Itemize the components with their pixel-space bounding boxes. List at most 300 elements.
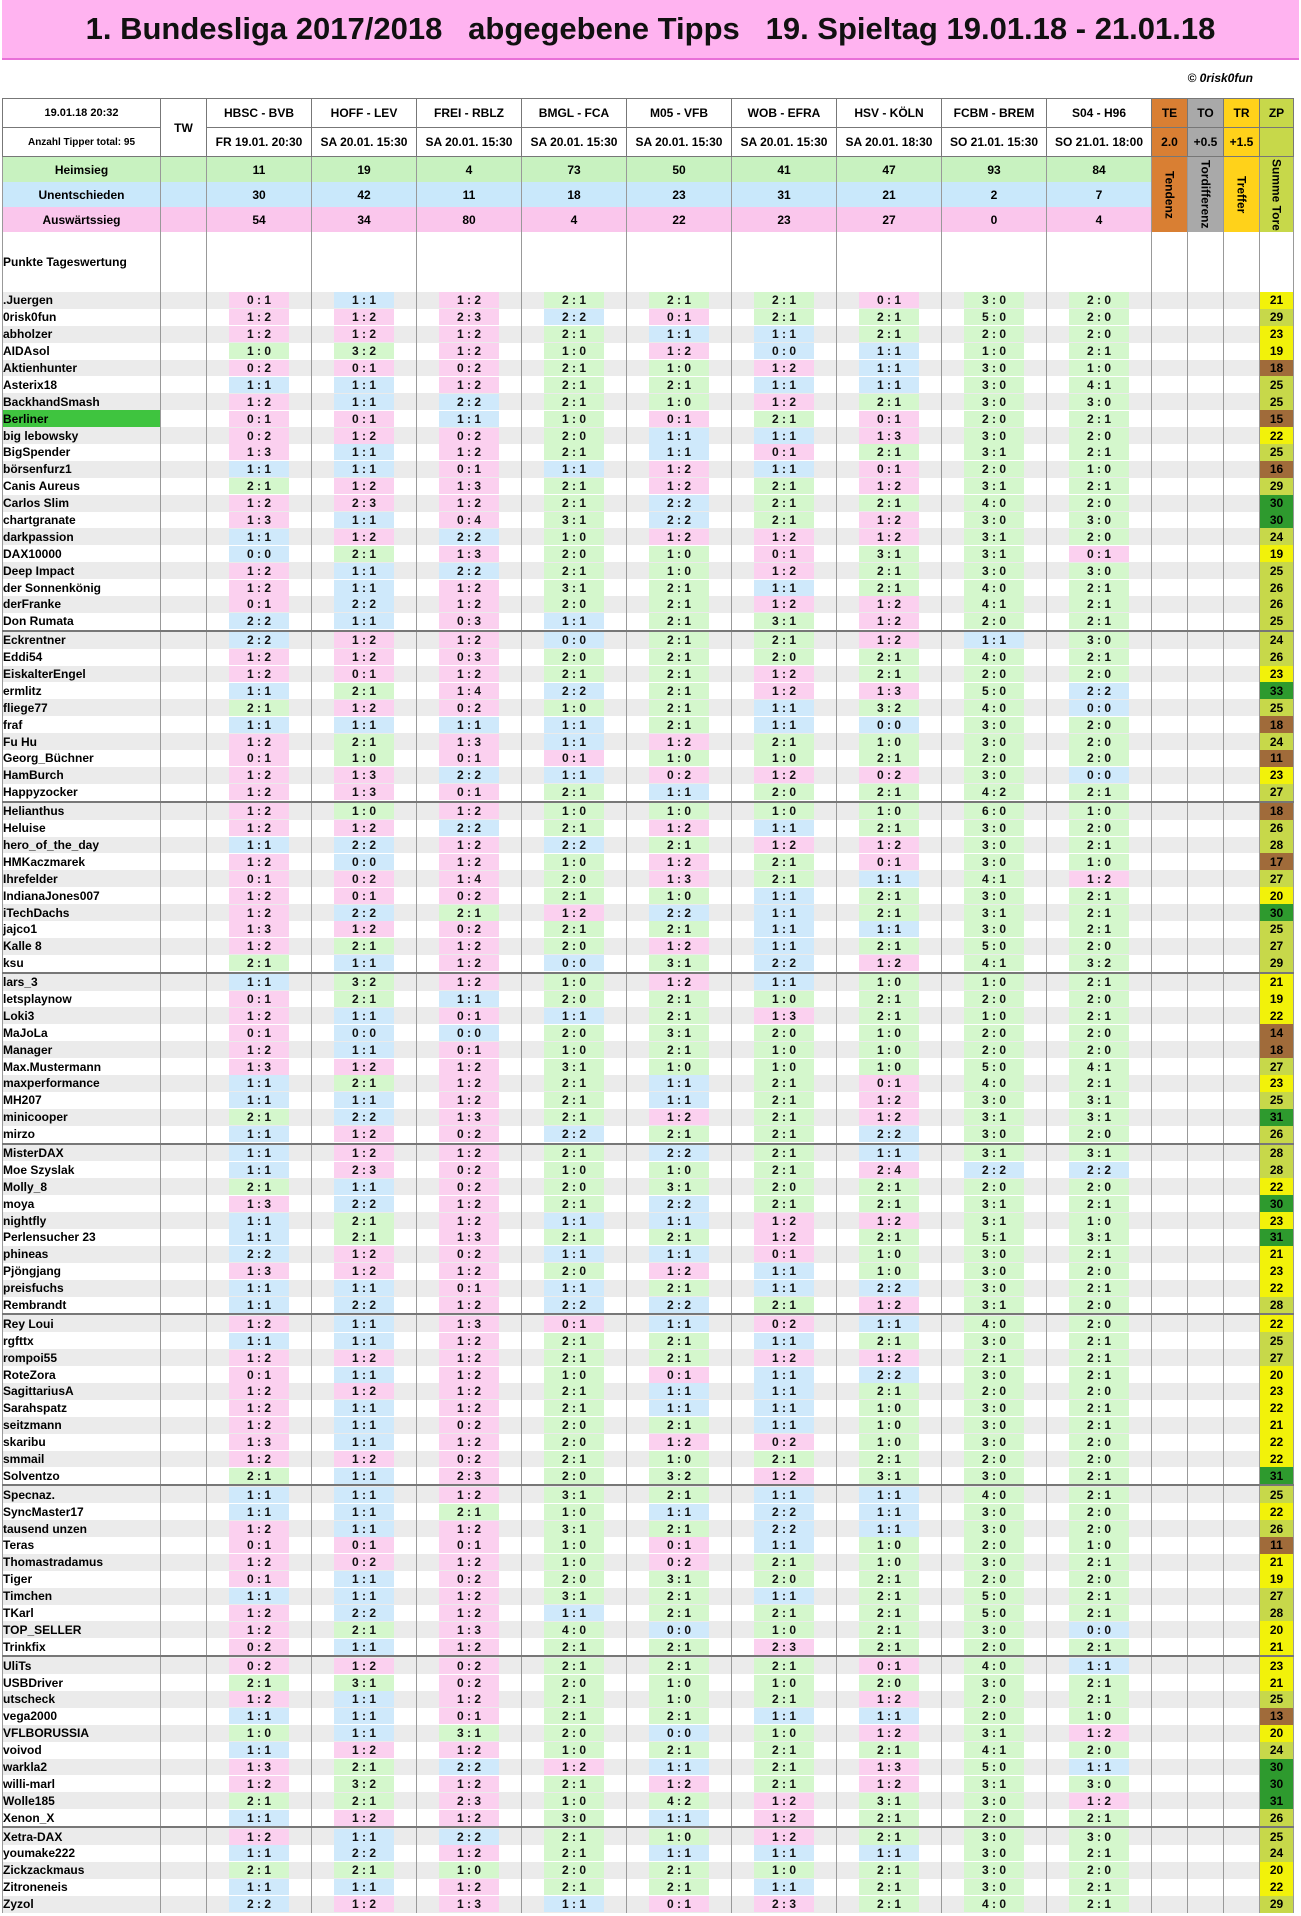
to-cell xyxy=(1188,410,1224,427)
tip-value: 1 : 1 xyxy=(754,1383,814,1399)
tip-value: 0 : 1 xyxy=(649,1367,709,1383)
tip-value: 0 : 1 xyxy=(334,888,394,904)
player-name: willi-marl xyxy=(3,1775,161,1792)
to-cell xyxy=(1188,1503,1224,1520)
tw-cell xyxy=(161,1467,207,1485)
tip-value: 1 : 1 xyxy=(754,326,814,342)
tip-cell xyxy=(627,1845,732,1862)
tip-cell xyxy=(1047,649,1152,666)
tw-cell xyxy=(161,1383,207,1400)
tr-cell xyxy=(1224,292,1260,309)
tip-cell xyxy=(522,495,627,512)
tip-cell xyxy=(1047,1879,1152,1896)
zp-value: 21 xyxy=(1260,1246,1294,1263)
tip-cell xyxy=(312,528,417,545)
tip-value: 0 : 1 xyxy=(439,1042,499,1058)
tip-cell xyxy=(1047,1896,1152,1913)
tip-cell xyxy=(417,343,522,360)
tr-cell xyxy=(1224,870,1260,887)
tip-value: 2 : 1 xyxy=(1069,478,1129,494)
tip-cell xyxy=(1047,1759,1152,1776)
tip-value: 1 : 2 xyxy=(439,1383,499,1399)
tip-cell xyxy=(837,1827,942,1845)
tip-cell xyxy=(312,853,417,870)
tip-cell xyxy=(312,733,417,750)
tip-value: 0 : 0 xyxy=(1069,1622,1129,1638)
tip-cell xyxy=(732,478,837,495)
player-name: UliTs xyxy=(3,1656,161,1674)
tip-cell xyxy=(732,1417,837,1434)
tip-cell xyxy=(837,1467,942,1485)
tip-value: 3 : 1 xyxy=(964,478,1024,494)
tip-cell xyxy=(522,1588,627,1605)
tip-value: 2 : 0 xyxy=(1069,938,1129,954)
match-header: HSV - KÖLN xyxy=(837,99,942,128)
tip-cell xyxy=(207,1827,312,1845)
tip-value: 3 : 0 xyxy=(964,1793,1024,1809)
tip-cell xyxy=(627,887,732,904)
tip-value: 2 : 1 xyxy=(1069,1487,1129,1503)
tw-cell xyxy=(161,716,207,733)
tip-value: 0 : 1 xyxy=(334,1537,394,1553)
tip-cell xyxy=(417,887,522,904)
tip-value: 1 : 3 xyxy=(229,512,289,528)
tip-value: 0 : 1 xyxy=(859,1075,919,1091)
tip-value: 3 : 1 xyxy=(964,1297,1024,1313)
tip-cell xyxy=(522,1366,627,1383)
tip-cell xyxy=(417,1775,522,1792)
tr-cell xyxy=(1224,1845,1260,1862)
vote-count: 18 xyxy=(522,182,627,207)
tip-cell xyxy=(1047,1554,1152,1571)
tr-cell xyxy=(1224,1024,1260,1041)
tip-cell xyxy=(627,1144,732,1162)
zp-value: 25 xyxy=(1260,1092,1294,1109)
tip-value: 1 : 1 xyxy=(229,1742,289,1758)
tip-value: 1 : 0 xyxy=(334,750,394,766)
tip-value: 1 : 0 xyxy=(544,803,604,819)
tip-value: 2 : 1 xyxy=(1069,1896,1129,1912)
tr-cell xyxy=(1224,649,1260,666)
tip-value: 1 : 2 xyxy=(439,1075,499,1091)
tip-cell xyxy=(312,292,417,309)
to-cell xyxy=(1188,1332,1224,1349)
player-row xyxy=(3,1178,1294,1195)
tip-value: 1 : 1 xyxy=(1069,1658,1129,1674)
tip-cell xyxy=(417,1845,522,1862)
tip-cell xyxy=(1047,1041,1152,1058)
te-cell xyxy=(1152,410,1188,427)
tip-value: 1 : 1 xyxy=(334,580,394,596)
tip-cell xyxy=(942,1759,1047,1776)
te-cell xyxy=(1152,1896,1188,1913)
tipper-total: Anzahl Tipper total: 95 xyxy=(3,128,161,157)
tip-value: 1 : 2 xyxy=(754,596,814,612)
tip-value: 1 : 2 xyxy=(439,1092,499,1108)
tip-cell xyxy=(1047,1297,1152,1315)
player-row xyxy=(3,887,1294,904)
tip-value: 3 : 1 xyxy=(859,1468,919,1484)
tip-value: 1 : 0 xyxy=(754,1622,814,1638)
tip-cell xyxy=(417,393,522,410)
tip-value: 1 : 2 xyxy=(754,1468,814,1484)
tip-cell xyxy=(312,461,417,478)
player-row xyxy=(3,921,1294,938)
tip-cell xyxy=(627,904,732,921)
tip-cell xyxy=(312,1246,417,1263)
player-name: börsenfurz1 xyxy=(3,461,161,478)
tip-cell xyxy=(207,613,312,631)
to-cell xyxy=(1188,938,1224,955)
tip-cell xyxy=(942,699,1047,716)
tip-cell xyxy=(942,1229,1047,1246)
tip-value: 2 : 2 xyxy=(439,820,499,836)
player-row xyxy=(3,495,1294,512)
te-cell xyxy=(1152,562,1188,579)
tr-cell xyxy=(1224,1212,1260,1229)
player-name: VFLBORUSSIA xyxy=(3,1725,161,1742)
tip-cell xyxy=(522,1862,627,1879)
tr-cell xyxy=(1224,1041,1260,1058)
tip-value: 1 : 2 xyxy=(439,1554,499,1570)
to-cell xyxy=(1188,613,1224,631)
tip-cell xyxy=(837,870,942,887)
punkte-row xyxy=(3,232,1294,292)
tip-value: 2 : 0 xyxy=(964,1810,1024,1826)
player-row xyxy=(3,682,1294,699)
tip-cell xyxy=(207,1638,312,1656)
tip-cell xyxy=(522,1417,627,1434)
tip-value: 2 : 1 xyxy=(229,1793,289,1809)
tip-cell xyxy=(627,666,732,683)
player-name: Berliner xyxy=(3,410,161,427)
tr-cell xyxy=(1224,1383,1260,1400)
tip-value: 1 : 2 xyxy=(334,309,394,325)
tip-value: 3 : 0 xyxy=(964,1554,1024,1570)
match-time: SA 20.01. 15:30 xyxy=(312,128,417,157)
tip-value: 2 : 0 xyxy=(754,784,814,800)
tip-cell xyxy=(627,853,732,870)
tip-cell xyxy=(207,393,312,410)
player-row xyxy=(3,1349,1294,1366)
tip-value: 3 : 2 xyxy=(334,1776,394,1792)
player-row xyxy=(3,1126,1294,1144)
tw-cell xyxy=(161,784,207,802)
to-cell xyxy=(1188,528,1224,545)
tip-cell xyxy=(312,1366,417,1383)
tip-value: 1 : 2 xyxy=(649,1109,709,1125)
player-name: voivod xyxy=(3,1742,161,1759)
tip-cell xyxy=(732,1571,837,1588)
empty-cell xyxy=(522,232,627,292)
player-name: IndianaJones007 xyxy=(3,887,161,904)
player-name: big lebowsky xyxy=(3,427,161,444)
zp-value: 16 xyxy=(1260,461,1294,478)
tip-value: 1 : 1 xyxy=(754,1845,814,1861)
tip-value: 1 : 0 xyxy=(859,734,919,750)
zp-value: 25 xyxy=(1260,1827,1294,1845)
tip-cell xyxy=(522,461,627,478)
tip-value: 1 : 2 xyxy=(859,1725,919,1741)
to-cell xyxy=(1188,820,1224,837)
tip-value: 1 : 2 xyxy=(229,649,289,665)
te-cell xyxy=(1152,870,1188,887)
tip-value: 1 : 2 xyxy=(229,1829,289,1845)
tip-cell xyxy=(207,1759,312,1776)
tip-value: 1 : 1 xyxy=(754,580,814,596)
tip-cell xyxy=(207,955,312,973)
tip-cell xyxy=(942,562,1047,579)
tip-value: 2 : 1 xyxy=(1069,411,1129,427)
tw-cell xyxy=(161,853,207,870)
tip-cell xyxy=(522,1896,627,1913)
tip-cell xyxy=(522,1007,627,1024)
zp-value: 19 xyxy=(1260,991,1294,1008)
tip-cell xyxy=(312,1383,417,1400)
tip-cell xyxy=(732,1297,837,1315)
tip-cell xyxy=(522,1212,627,1229)
zp-value: 23 xyxy=(1260,767,1294,784)
tip-cell xyxy=(312,478,417,495)
tip-value: 1 : 2 xyxy=(649,974,709,990)
tip-value: 3 : 1 xyxy=(964,1213,1024,1229)
tip-cell xyxy=(942,1349,1047,1366)
tip-cell xyxy=(312,427,417,444)
tip-value: 2 : 0 xyxy=(544,428,604,444)
tip-value: 2 : 2 xyxy=(649,1196,709,1212)
tip-value: 1 : 1 xyxy=(859,921,919,937)
tip-cell xyxy=(942,1809,1047,1827)
tip-value: 1 : 3 xyxy=(229,444,289,460)
tw-cell xyxy=(161,1161,207,1178)
tip-cell xyxy=(1047,1246,1152,1263)
tip-value: 1 : 2 xyxy=(439,666,499,682)
tip-cell xyxy=(417,1314,522,1332)
tip-cell xyxy=(837,1537,942,1554)
tip-cell xyxy=(942,1195,1047,1212)
tip-cell xyxy=(837,1879,942,1896)
player-name: utscheck xyxy=(3,1691,161,1708)
tip-cell xyxy=(627,1263,732,1280)
tip-value: 3 : 1 xyxy=(1069,1092,1129,1108)
tip-value: 1 : 1 xyxy=(859,360,919,376)
tip-cell xyxy=(312,376,417,393)
tip-value: 4 : 0 xyxy=(964,1316,1024,1332)
tip-cell xyxy=(207,1007,312,1024)
tip-cell xyxy=(732,1485,837,1503)
tr-cell xyxy=(1224,837,1260,854)
legend-to_label xyxy=(1188,157,1224,233)
tr-cell xyxy=(1224,1349,1260,1366)
tip-value: 4 : 1 xyxy=(1069,1059,1129,1075)
tip-value: 1 : 2 xyxy=(229,563,289,579)
tw-cell xyxy=(161,1554,207,1571)
player-name: Xenon_X xyxy=(3,1809,161,1827)
tip-cell xyxy=(732,1263,837,1280)
tip-value: 1 : 1 xyxy=(649,1400,709,1416)
tip-cell xyxy=(627,1007,732,1024)
tip-value: 0 : 1 xyxy=(439,784,499,800)
tip-cell xyxy=(732,1092,837,1109)
player-name: DAX10000 xyxy=(3,545,161,562)
tw-cell xyxy=(161,1263,207,1280)
tip-value: 5 : 0 xyxy=(964,938,1024,954)
player-row xyxy=(3,528,1294,545)
tip-cell xyxy=(837,596,942,613)
tip-cell xyxy=(942,1879,1047,1896)
tip-value: 2 : 1 xyxy=(1069,1008,1129,1024)
tip-cell xyxy=(942,1280,1047,1297)
tip-value: 2 : 1 xyxy=(649,1879,709,1895)
te-cell xyxy=(1152,1708,1188,1725)
te-cell xyxy=(1152,767,1188,784)
tip-value: 3 : 2 xyxy=(1069,955,1129,971)
tip-cell xyxy=(942,1383,1047,1400)
tip-value: 2 : 1 xyxy=(859,1451,919,1467)
tip-value: 2 : 1 xyxy=(859,1196,919,1212)
to-cell xyxy=(1188,343,1224,360)
tip-cell xyxy=(837,1775,942,1792)
tip-cell xyxy=(312,802,417,820)
tw-cell xyxy=(161,921,207,938)
tip-cell xyxy=(732,1708,837,1725)
to-cell xyxy=(1188,427,1224,444)
tip-value: 1 : 2 xyxy=(334,529,394,545)
tip-cell xyxy=(417,1827,522,1845)
tip-value: 1 : 2 xyxy=(229,888,289,904)
tip-cell xyxy=(627,802,732,820)
tip-cell xyxy=(417,1383,522,1400)
tip-value: 2 : 2 xyxy=(859,1280,919,1296)
tw-cell xyxy=(161,870,207,887)
tip-value: 1 : 0 xyxy=(754,750,814,766)
tip-cell xyxy=(522,938,627,955)
tip-cell xyxy=(732,1845,837,1862)
tip-value: 0 : 4 xyxy=(439,512,499,528)
tip-cell xyxy=(207,326,312,343)
tip-value: 3 : 0 xyxy=(964,734,1024,750)
tip-value: 1 : 0 xyxy=(649,563,709,579)
tip-cell xyxy=(627,1571,732,1588)
tip-cell xyxy=(942,1862,1047,1879)
tip-cell xyxy=(312,1007,417,1024)
tip-value: 0 : 2 xyxy=(439,921,499,937)
tip-value: 2 : 1 xyxy=(649,1605,709,1621)
tip-value: 2 : 0 xyxy=(1069,1571,1129,1587)
tip-cell xyxy=(942,887,1047,904)
tip-cell xyxy=(207,1212,312,1229)
tip-value: 3 : 0 xyxy=(964,767,1024,783)
player-row xyxy=(3,1520,1294,1537)
tip-value: 3 : 0 xyxy=(964,1400,1024,1416)
tip-cell xyxy=(942,512,1047,529)
tip-cell xyxy=(207,1109,312,1126)
tw-cell xyxy=(161,157,207,183)
tip-value: 1 : 2 xyxy=(334,1246,394,1262)
tip-value: 2 : 1 xyxy=(1069,1691,1129,1707)
to-cell xyxy=(1188,1708,1224,1725)
tip-value: 1 : 2 xyxy=(229,784,289,800)
tip-cell xyxy=(732,1862,837,1879)
tip-value: 1 : 1 xyxy=(859,1845,919,1861)
tip-cell xyxy=(942,1520,1047,1537)
tip-cell xyxy=(627,1862,732,1879)
tip-value: 2 : 0 xyxy=(1069,1383,1129,1399)
tip-cell xyxy=(522,1144,627,1162)
tip-cell xyxy=(417,699,522,716)
tip-value: 1 : 1 xyxy=(229,1879,289,1895)
tip-value: 1 : 2 xyxy=(439,1588,499,1604)
tip-value: 2 : 1 xyxy=(649,649,709,665)
tip-value: 0 : 2 xyxy=(334,1554,394,1570)
tip-cell xyxy=(627,562,732,579)
to-cell xyxy=(1188,1656,1224,1674)
tip-value: 1 : 2 xyxy=(439,292,499,308)
tip-value: 2 : 1 xyxy=(754,734,814,750)
tip-value: 1 : 0 xyxy=(754,991,814,1007)
to-cell xyxy=(1188,1691,1224,1708)
tip-cell xyxy=(312,699,417,716)
tip-value: 1 : 2 xyxy=(229,905,289,921)
tip-cell xyxy=(207,973,312,991)
player-row xyxy=(3,1674,1294,1691)
tw-cell xyxy=(161,631,207,649)
tip-cell xyxy=(1047,1845,1152,1862)
tip-value: 2 : 0 xyxy=(544,546,604,562)
tip-value: 1 : 1 xyxy=(334,1400,394,1416)
tip-value: 2 : 1 xyxy=(649,921,709,937)
tip-cell xyxy=(837,1263,942,1280)
tw-cell xyxy=(161,1485,207,1503)
tip-value: 1 : 2 xyxy=(334,1126,394,1142)
tip-value: 1 : 1 xyxy=(544,734,604,750)
tip-cell xyxy=(732,820,837,837)
tip-value: 2 : 0 xyxy=(754,1179,814,1195)
tip-cell xyxy=(522,733,627,750)
tip-cell xyxy=(417,921,522,938)
tip-cell xyxy=(732,1332,837,1349)
player-name: lars_3 xyxy=(3,973,161,991)
player-row xyxy=(3,1297,1294,1315)
tip-value: 1 : 3 xyxy=(859,1759,919,1775)
te-cell xyxy=(1152,1485,1188,1503)
tip-cell xyxy=(312,870,417,887)
tip-value: 2 : 1 xyxy=(1069,580,1129,596)
tip-value: 2 : 2 xyxy=(1069,1162,1129,1178)
te-cell xyxy=(1152,750,1188,767)
tip-cell xyxy=(417,1366,522,1383)
tip-value: 3 : 0 xyxy=(964,1829,1024,1845)
tip-value: 2 : 1 xyxy=(544,377,604,393)
tip-value: 1 : 1 xyxy=(334,1691,394,1707)
player-name: darkpassion xyxy=(3,528,161,545)
tip-cell xyxy=(732,837,837,854)
to-cell xyxy=(1188,1007,1224,1024)
tip-cell xyxy=(312,973,417,991)
player-name: rgfttx xyxy=(3,1332,161,1349)
tip-value: 0 : 2 xyxy=(439,888,499,904)
empty-cell xyxy=(1224,232,1260,292)
tip-cell xyxy=(1047,767,1152,784)
tip-cell xyxy=(837,1126,942,1144)
tip-cell xyxy=(837,1571,942,1588)
tip-cell xyxy=(1047,360,1152,377)
tip-value: 1 : 1 xyxy=(859,1316,919,1332)
tip-cell xyxy=(732,1195,837,1212)
to-cell xyxy=(1188,1383,1224,1400)
tip-value: 2 : 2 xyxy=(859,1367,919,1383)
tw-cell xyxy=(161,1674,207,1691)
